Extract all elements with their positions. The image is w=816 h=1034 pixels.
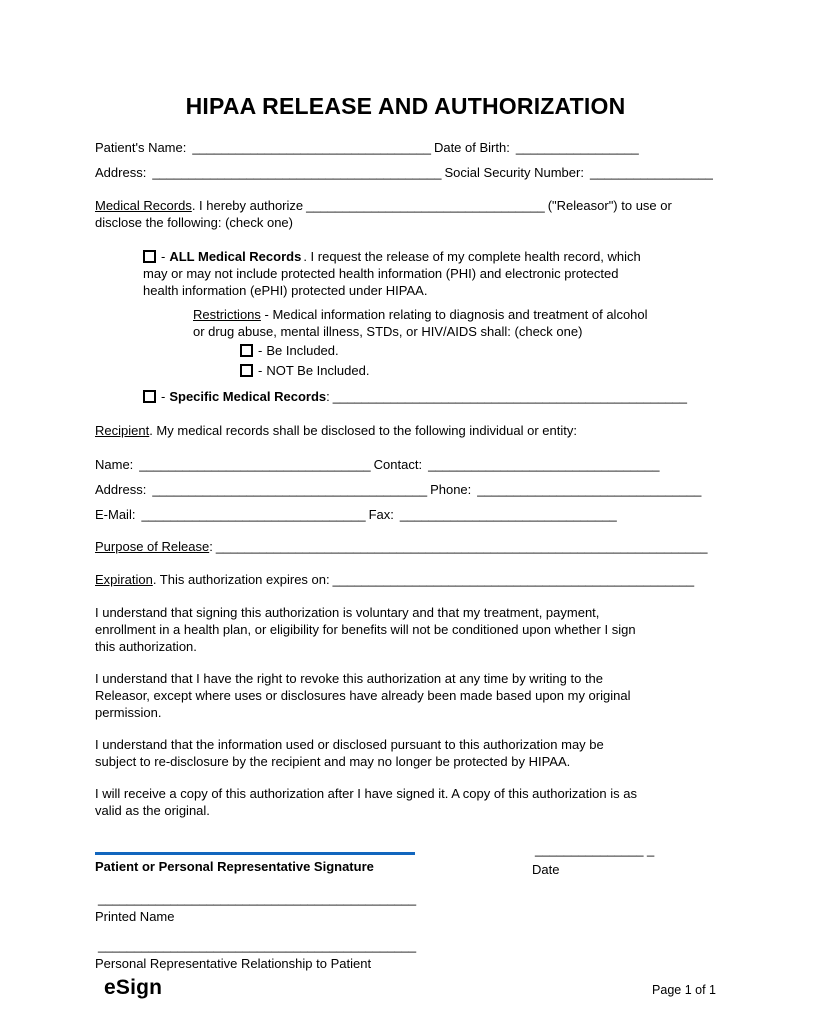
relationship-block xyxy=(95,937,716,972)
medical-records-heading: Medical Records xyxy=(95,198,192,213)
patient-address-row xyxy=(95,164,716,181)
recipient-name-field[interactable]: ________________________________ xyxy=(139,457,371,472)
purpose-field[interactable]: ____________________________________________________________________ xyxy=(215,539,708,554)
all-records-section xyxy=(143,248,716,299)
contact-label: Contact: xyxy=(373,457,423,472)
paragraph-revoke: I understand that I have the right to revoke this authorization at any time by writing to the Releasor, except where uses or disclosures have already been made based upon my original permission. xyxy=(95,671,631,720)
recipient-name-row xyxy=(95,456,716,473)
recipient-address-label: Address: xyxy=(95,482,147,497)
date-caption: Date xyxy=(532,862,560,877)
recipient-text: . My medical records shall be disclosed to the following individual or entity: xyxy=(149,423,577,438)
paragraph-copy: I will receive a copy of this authorization after I have signed it. A copy of this authorization is as valid as the original. xyxy=(95,786,637,818)
purpose-section xyxy=(95,538,716,555)
printed-name-block xyxy=(95,890,716,925)
restrictions-section xyxy=(193,306,716,340)
restrictions-text: or drug abuse, mental illness, STDs, or HIV/AIDS shall: (check one) xyxy=(193,324,583,339)
recipient-name-label: Name: xyxy=(95,457,134,472)
recipient-email-row xyxy=(95,506,716,523)
recipient-section xyxy=(95,422,716,439)
printed-name-field[interactable]: ____________________________________________ xyxy=(98,891,417,906)
contact-field[interactable]: ________________________________ xyxy=(428,457,660,472)
specific-records-field[interactable]: _________________________________________________ xyxy=(332,389,688,404)
date-field[interactable]: _______________ _ xyxy=(535,842,655,857)
ssn-label: Social Security Number: xyxy=(444,165,584,180)
printed-name-caption: Printed Name xyxy=(95,909,175,924)
all-records-text: may or may not include protected health information (PHI) and electronic protected health information (ePHI) protected under HIPAA. xyxy=(143,266,619,298)
date-column xyxy=(532,841,657,878)
esign-logo: eSign xyxy=(104,976,163,999)
expiration-text: . This authorization expires on: xyxy=(152,572,330,587)
signature-caption: Patient or Personal Representative Signature xyxy=(95,859,374,874)
medical-records-text: disclose the following: (check one) xyxy=(95,215,293,230)
relationship-caption: Personal Representative Relationship to Patient xyxy=(95,956,372,971)
signature-field[interactable] xyxy=(95,852,415,855)
recipient-address-field[interactable]: ______________________________________ xyxy=(152,482,428,497)
page-indicator: Page 1 of 1 xyxy=(652,983,716,997)
restriction-option-not-included xyxy=(240,362,716,379)
purpose-colon: : xyxy=(209,539,213,554)
dash: - xyxy=(258,343,263,358)
specific-records-section xyxy=(143,388,716,405)
patient-name-field[interactable]: _________________________________ xyxy=(192,140,431,155)
fax-field[interactable]: ______________________________ xyxy=(399,507,617,522)
page-footer xyxy=(95,976,716,1000)
checkbox-all-medical-records[interactable] xyxy=(143,250,156,263)
checkbox-specific-medical-records[interactable] xyxy=(143,390,156,403)
signature-column xyxy=(95,841,415,878)
be-included-label: Be Included. xyxy=(266,343,339,358)
paragraph-redisclosure: I understand that the information used or disclosed pursuant to this authorization may be subject to re-disclosure by the recipient and may no longer be protected by HIPAA. xyxy=(95,737,604,769)
all-records-text-line1: . I request the release of my complete health record, which xyxy=(303,249,641,264)
paragraph-voluntary: I understand that signing this authorization is voluntary and that my treatment, payment, enrollment in a health plan, or eligibility for benefits will not be conditioned upon whether I sign this authorization. xyxy=(95,605,636,654)
patient-name-row xyxy=(95,139,716,156)
restriction-option-included xyxy=(240,342,716,359)
recipient-address-row xyxy=(95,481,716,498)
email-field[interactable]: _______________________________ xyxy=(141,507,366,522)
medical-records-section xyxy=(95,197,716,231)
expiration-section xyxy=(95,571,716,588)
all-records-label: ALL Medical Records xyxy=(169,249,302,264)
patient-name-label: Patient's Name: xyxy=(95,140,187,155)
fax-label: Fax: xyxy=(368,507,394,522)
releasor-field[interactable]: _________________________________ xyxy=(306,198,545,213)
phone-field[interactable]: _______________________________ xyxy=(477,482,702,497)
page-title: HIPAA RELEASE AND AUTHORIZATION xyxy=(185,93,626,119)
date-of-birth-label: Date of Birth: xyxy=(433,140,510,155)
address-field[interactable]: ________________________________________ xyxy=(152,165,442,180)
medical-records-pre-text: . I hereby authorize xyxy=(191,198,304,213)
email-label: E-Mail: xyxy=(95,507,136,522)
checkbox-be-included[interactable] xyxy=(240,344,253,357)
date-of-birth-field[interactable]: _________________ xyxy=(515,140,639,155)
phone-label: Phone: xyxy=(430,482,472,497)
restrictions-text-line1: - Medical information relating to diagnosis and treatment of alcohol xyxy=(260,307,648,322)
signature-section xyxy=(95,841,716,878)
specific-records-label: Specific Medical Records xyxy=(169,389,327,404)
expiration-heading: Expiration xyxy=(95,572,153,587)
expiration-field[interactable]: __________________________________________________ xyxy=(332,572,695,587)
dash: - xyxy=(161,389,166,404)
restrictions-heading: Restrictions xyxy=(193,307,261,322)
dash: - xyxy=(258,363,263,378)
dash: - xyxy=(161,249,166,264)
relationship-field[interactable]: ____________________________________________ xyxy=(98,938,417,953)
purpose-heading: Purpose of Release xyxy=(95,539,210,554)
medical-records-post-text: ("Releasor") to use or xyxy=(547,198,672,213)
not-be-included-label: NOT Be Included. xyxy=(266,363,370,378)
ssn-field[interactable]: _________________ xyxy=(589,165,713,180)
address-label: Address: xyxy=(95,165,147,180)
checkbox-not-be-included[interactable] xyxy=(240,364,253,377)
recipient-heading: Recipient xyxy=(95,423,150,438)
specific-records-colon: : xyxy=(326,389,330,404)
